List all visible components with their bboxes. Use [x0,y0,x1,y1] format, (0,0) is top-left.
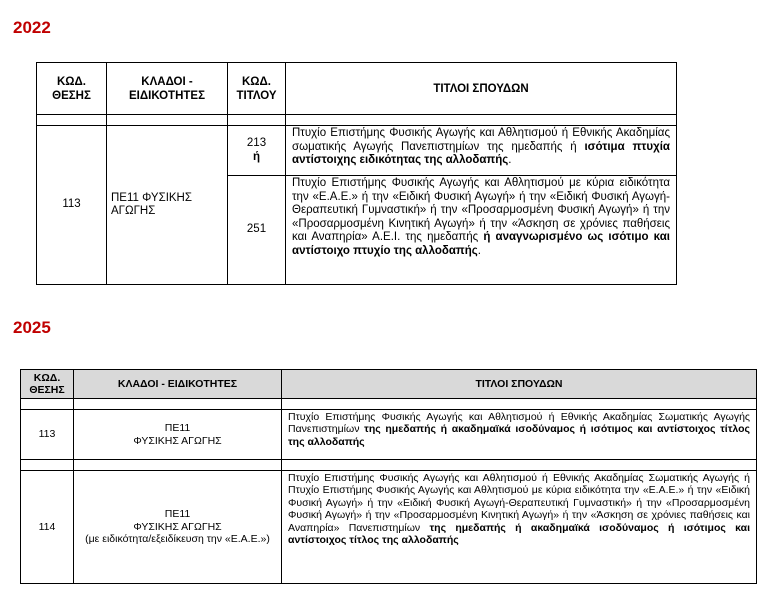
title-text: Πτυχίο Επιστήμης Φυσικής Αγωγής και Αθλητισμού με κύρια ειδικότητα την «Ε.Α.Ε.» ή την «Ειδική Φυσική Αγωγή» ή την «Ειδική Φυσική Αγωγή-Θεραπευτική Γυμναστική» ή την «Προσαρμοσμένη Φυσική Αγωγή» ή την «Προσαρμοσμένη Κινητική Αγωγή» ή την «Άσκηση σε χρόνιες παθήσεις και Αναπηρία» Α.Ε.Ι. της ημεδαπής [292,177,670,243]
title-description [282,471,757,584]
table-2025 [20,369,757,584]
table-row [37,126,677,176]
table-header-row [37,63,677,115]
title-code-cell [228,126,286,176]
title-description [286,126,677,176]
year-2025-heading: 2025 [13,318,51,337]
branch-name: ΦΥΣΙΚΗΣ ΑΓΩΓΗΣ [133,520,222,533]
title-end: . [477,244,481,257]
header-branches: ΚΛΑΔΟΙ - ΕΙΔΙΚΟΤΗΤΕΣ [74,370,282,399]
header-branches: ΚΛΑΔΟΙ - ΕΙΔΙΚΟΤΗΤΕΣ [107,63,228,115]
title-bold-text: της ημεδαπής ή ακαδημαϊκά ισοδύναμος ή ισότιμος και αντίστοιχος τίτλος της αλλοδαπής [288,521,750,547]
header-position-code: ΚΩΔ. ΘΕΣΗΣ [37,63,107,115]
title-description [282,410,757,460]
title-text: Πτυχίο Επιστήμης Φυσικής Αγωγής και Αθλητισμού ή Εθνικής Ακαδημίας Σωματικής Αγωγής ή Πτυχίο Επιστήμης Φυσικής Αγωγής και Αθλητισμού με κύρια ειδικότητα την «Ε.Α.Ε.» ή την «Ειδική Φυσική Αγωγή» ή την «Ειδική Φυσική Αγωγή-Θεραπευτική Γυμναστική» ή την «Προσαρμοσμένη Φυσική Αγωγή» ή την «Προσαρμοσμένη Κινητική Αγωγή» ή την «Άσκηση σε χρόνιες παθήσεις και Αναπηρία» Πανεπιστημίων [288,472,750,534]
header-position-code: ΚΩΔ. ΘΕΣΗΣ [21,370,74,399]
title-connector: ή [252,150,261,163]
branch-code: ΠΕ11 [164,422,191,435]
branch-cell [74,471,282,584]
table-header-row [21,370,757,399]
title-text: Πτυχίο Επιστήμης Φυσικής Αγωγής και Αθλητισμού ή Εθνικής Ακαδημίας σωματικής Αγωγής Πανεπιστημίων της ημεδαπής ή [292,127,670,153]
table-2022 [36,62,677,285]
title-text: Πτυχίο Επιστήμης Φυσικής Αγωγής και Αθλητισμού ή Εθνικής Ακαδημίας Σωματικής Αγωγής Πανεπιστημίων [288,411,750,436]
title-end: . [508,154,512,166]
branch-code: ΠΕ11 [164,508,191,521]
branch-name: ΦΥΣΙΚΗΣ ΑΓΩΓΗΣ [133,434,222,447]
year-2022-heading: 2022 [13,18,51,37]
title-bold-text: ή αναγνωρισμένο ως ισότιμο και αντίστοιχο πτυχίο της αλλοδαπής [292,231,670,257]
title-description [286,176,677,285]
position-code-cell: 114 [21,471,74,584]
spacer-row [21,399,757,410]
branch-cell [74,410,282,460]
position-code-cell: 113 [21,410,74,460]
table-row [21,471,757,584]
title-bold-text: της ημεδαπής ή ακαδημαϊκά ισοδύναμος ή ισότιμος και αντίστοιχος τίτλος της αλλοδαπής [288,423,750,448]
position-code-cell: 113 [37,126,107,285]
header-title-code: ΚΩΔ. ΤΙΤΛΟΥ [228,63,286,115]
title-code-cell [228,176,286,285]
spacer-row [37,115,677,126]
table-row [21,410,757,460]
branch-specialty: (με ειδικότητα/εξειδίκευση την «Ε.Α.Ε.») [85,533,270,546]
header-titles: ΤΙΤΛΟΙ ΣΠΟΥΔΩΝ [286,63,677,115]
branch-cell: ΠΕ11 ΦΥΣΙΚΗΣ ΑΓΩΓΗΣ [107,126,228,285]
spacer-row [21,460,757,471]
title-code: 251 [246,223,267,236]
title-code: 213 [246,137,267,149]
header-titles: ΤΙΤΛΟΙ ΣΠΟΥΔΩΝ [282,370,757,399]
title-bold-text: ισότιμα πτυχία αντίστοιχης ειδικότητας της αλλοδαπής [292,140,670,166]
